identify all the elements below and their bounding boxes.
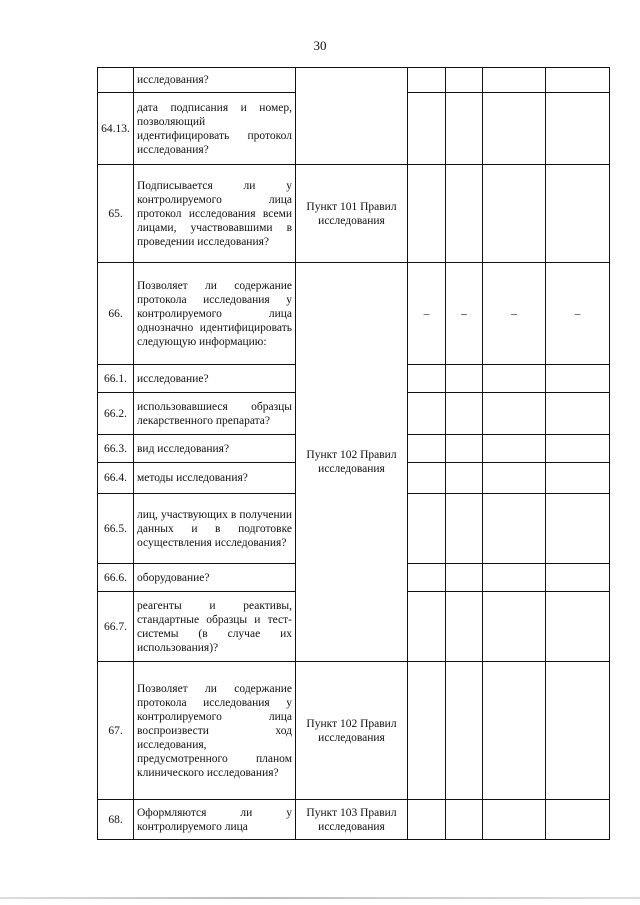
answer-na-cell	[483, 662, 546, 800]
answer-no-cell	[446, 800, 483, 840]
answer-yes-cell	[408, 564, 446, 592]
row-number: 68.	[98, 800, 134, 840]
answer-no-cell	[446, 463, 483, 494]
row-number: 66.	[98, 263, 134, 365]
row-number: 66.5.	[98, 494, 134, 564]
question-text: исследование?	[134, 365, 296, 393]
reference-cell-merged: Пункт 102 Правил исследования	[296, 263, 408, 662]
checklist-table	[97, 67, 610, 840]
answer-no-cell	[446, 435, 483, 463]
question-text: оборудование?	[134, 564, 296, 592]
dash-mark: –	[446, 263, 483, 365]
answer-na-cell	[483, 592, 546, 662]
comment-cell	[546, 592, 610, 662]
reference-cell	[296, 68, 408, 165]
question-text: дата подписания и номер, позволяющий идентифицировать протокол исследования?	[134, 93, 296, 165]
comment-cell	[546, 68, 610, 93]
question-text: лиц, участвующих в получении данных и в подготовке осуществления исследования?	[134, 494, 296, 564]
row-number	[98, 68, 134, 93]
comment-cell	[546, 463, 610, 494]
answer-na-cell	[483, 365, 546, 393]
row-number: 66.7.	[98, 592, 134, 662]
row-number: 65.	[98, 165, 134, 263]
table-row	[98, 165, 610, 263]
table-row	[98, 800, 610, 840]
answer-no-cell	[446, 564, 483, 592]
answer-na-cell	[483, 435, 546, 463]
answer-na-cell	[483, 68, 546, 93]
question-text: Позволяет ли содержание протокола исследования у контролируемого лица однозначно идентифицировать следующую информацию:	[134, 263, 296, 365]
answer-no-cell	[446, 393, 483, 435]
reference-cell: Пункт 102 Правил исследования	[296, 662, 408, 800]
table-row	[98, 662, 610, 800]
answer-no-cell	[446, 592, 483, 662]
answer-yes-cell	[408, 494, 446, 564]
comment-cell	[546, 800, 610, 840]
answer-no-cell	[446, 494, 483, 564]
page-number: 30	[313, 38, 327, 53]
answer-yes-cell	[408, 800, 446, 840]
answer-yes-cell	[408, 463, 446, 494]
answer-na-cell	[483, 393, 546, 435]
dash-mark: –	[408, 263, 446, 365]
table-row	[98, 68, 610, 93]
scan-edge-divider	[0, 897, 640, 899]
answer-yes-cell	[408, 592, 446, 662]
comment-cell	[546, 435, 610, 463]
comment-cell	[546, 93, 610, 165]
comment-cell	[546, 165, 610, 263]
answer-yes-cell	[408, 435, 446, 463]
answer-na-cell	[483, 800, 546, 840]
row-number: 67.	[98, 662, 134, 800]
dash-mark: –	[546, 263, 610, 365]
question-text: исследования?	[134, 68, 296, 93]
row-number: 66.2.	[98, 393, 134, 435]
reference-cell: Пункт 103 Правил исследования	[296, 800, 408, 840]
answer-no-cell	[446, 365, 483, 393]
comment-cell	[546, 564, 610, 592]
comment-cell	[546, 662, 610, 800]
question-text: методы исследования?	[134, 463, 296, 494]
answer-na-cell	[483, 165, 546, 263]
answer-yes-cell	[408, 393, 446, 435]
table-row	[98, 263, 610, 365]
row-number: 66.1.	[98, 365, 134, 393]
comment-cell	[546, 494, 610, 564]
row-number: 66.4.	[98, 463, 134, 494]
answer-no-cell	[446, 68, 483, 93]
answer-yes-cell	[408, 93, 446, 165]
row-number: 66.3.	[98, 435, 134, 463]
question-text: использовавшиеся образцы лекарственного препарата?	[134, 393, 296, 435]
question-text: реагенты и реактивы, стандартные образцы и тест-системы (в случае их использования)?	[134, 592, 296, 662]
answer-yes-cell	[408, 68, 446, 93]
answer-na-cell	[483, 463, 546, 494]
answer-no-cell	[446, 165, 483, 263]
dash-mark: –	[483, 263, 546, 365]
answer-na-cell	[483, 564, 546, 592]
question-text: Позволяет ли содержание протокола исследования у контролируемого лица воспроизвести ход исследования, предусмотренного планом клинического исследования?	[134, 662, 296, 800]
question-text: Оформляются ли у контролируемого лица	[134, 800, 296, 840]
row-number: 64.13.	[98, 93, 134, 165]
answer-yes-cell	[408, 365, 446, 393]
reference-cell: Пункт 101 Правил исследования	[296, 165, 408, 263]
answer-na-cell	[483, 494, 546, 564]
question-text: вид исследования?	[134, 435, 296, 463]
answer-no-cell	[446, 93, 483, 165]
comment-cell	[546, 365, 610, 393]
comment-cell	[546, 393, 610, 435]
answer-yes-cell	[408, 662, 446, 800]
question-text: Подписывается ли у контролируемого лица протокол исследования всеми лицами, участвовавшими в проведении исследования?	[134, 165, 296, 263]
answer-na-cell	[483, 93, 546, 165]
answer-yes-cell	[408, 165, 446, 263]
answer-no-cell	[446, 662, 483, 800]
row-number: 66.6.	[98, 564, 134, 592]
